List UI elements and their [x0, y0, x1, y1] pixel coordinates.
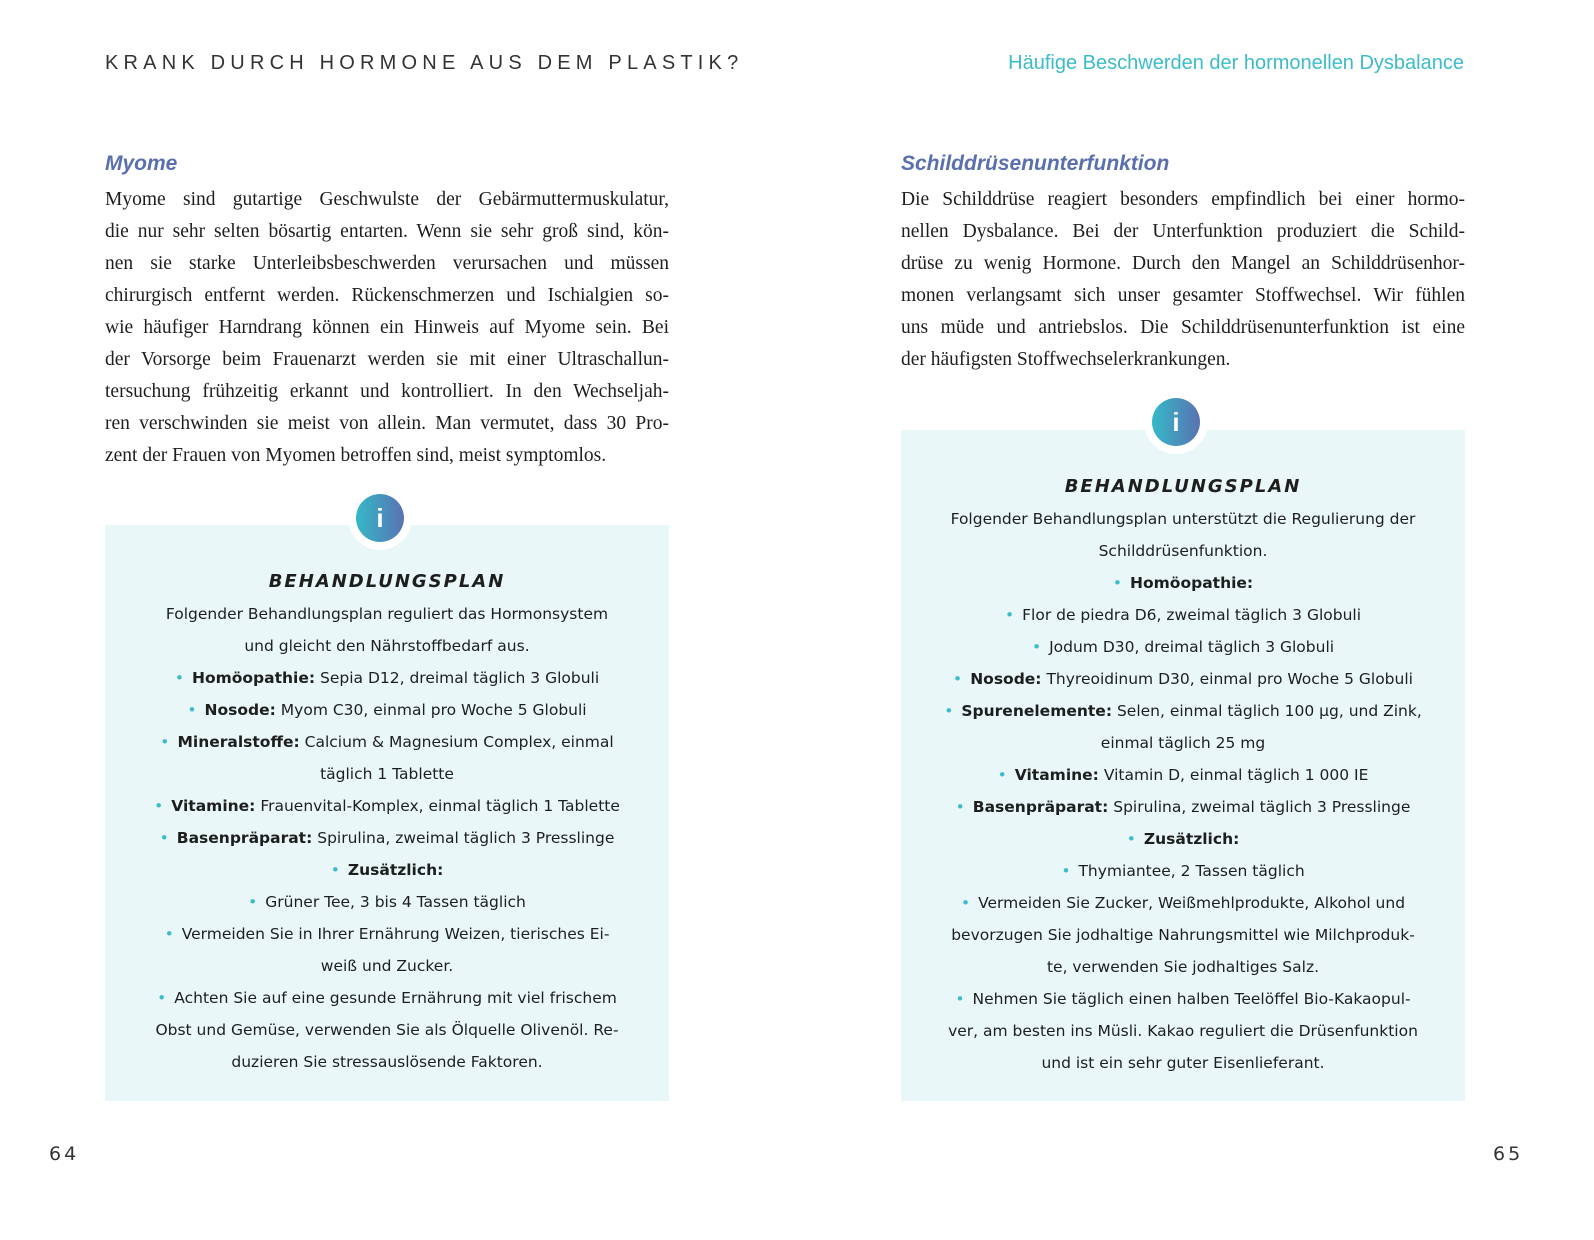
bullet-icon: • — [1126, 830, 1136, 848]
body-line: drüse zu wenig Hormone. Durch den Mangel an Schilddrüsenhor- — [901, 253, 1465, 274]
item-label: Zusätzlich: — [347, 861, 444, 879]
bullet-icon: • — [955, 798, 965, 816]
box-line — [105, 918, 669, 950]
bullet-icon: • — [944, 702, 954, 720]
body-line: der häufigsten Stoffwechselerkrankungen. — [901, 349, 1231, 370]
item-text: Spirulina, zweimal täglich 3 Presslinge — [1108, 798, 1411, 816]
box-line — [105, 854, 669, 886]
item-text: Sepia D12, dreimal täglich 3 Globuli — [315, 669, 600, 687]
box-line — [105, 1046, 669, 1078]
item-label: Basenpräparat: — [972, 798, 1109, 816]
item-text: Frauenvital-Komplex, einmal täglich 1 Tablette — [255, 797, 620, 815]
item-label: Nosode: — [970, 670, 1042, 688]
box-line — [901, 855, 1465, 887]
item-text: Folgender Behandlungsplan unterstützt die Regulierung der — [950, 510, 1416, 528]
box-line — [901, 599, 1465, 631]
box-line — [901, 1047, 1465, 1079]
bullet-icon: • — [248, 893, 258, 911]
body-line: ren verschwinden sie meist von allein. Man vermutet, dass 30 Pro- — [105, 413, 669, 434]
item-text: und gleicht den Nährstoffbedarf aus. — [244, 637, 530, 655]
box-line — [105, 694, 669, 726]
bullet-icon: • — [157, 989, 167, 1007]
item-text: täglich 1 Tablette — [320, 765, 454, 783]
page-number: 64 — [49, 1143, 80, 1165]
box-list — [901, 503, 1465, 1079]
item-text: te, verwenden Sie jodhaltiges Salz. — [1046, 958, 1320, 976]
box-line — [105, 822, 669, 854]
item-text: bevorzugen Sie jodhaltige Nahrungsmittel wie Milchproduk- — [951, 926, 1415, 944]
running-header-left: KRANK DURCH HORMONE AUS DEM PLASTIK? — [105, 52, 744, 74]
box-title: BEHANDLUNGSPLAN — [268, 571, 506, 592]
item-text: Myom C30, einmal pro Woche 5 Globuli — [275, 701, 587, 719]
box-line — [105, 726, 669, 758]
item-text: Thyreoidinum D30, einmal pro Woche 5 Globuli — [1041, 670, 1413, 688]
body-line: chirurgisch entfernt werden. Rückenschmerzen und Ischialgien so- — [105, 285, 669, 306]
bullet-icon: • — [1004, 606, 1015, 624]
item-label: Homöopathie: — [1130, 574, 1254, 592]
box-line — [901, 535, 1465, 567]
page-number: 65 — [1493, 1143, 1524, 1165]
item-text: Achten Sie auf eine gesunde Ernährung mit viel frischem — [174, 989, 617, 1007]
bullet-icon: • — [1031, 638, 1042, 656]
running-header-right: Häufige Beschwerden der hormonellen Dysbalance — [1008, 52, 1464, 74]
body-line: zent der Frauen von Myomen betroffen sind, meist symptomlos. — [105, 445, 607, 466]
box-line — [105, 758, 669, 790]
box-line — [105, 950, 669, 982]
item-text: Folgender Behandlungsplan reguliert das Hormonsystem — [165, 605, 609, 623]
body-line: Die Schilddrüse reagiert besonders empfindlich bei einer hormo- — [901, 189, 1465, 210]
bullet-icon: • — [164, 925, 174, 943]
box-line — [901, 1015, 1465, 1047]
bullet-icon: • — [1112, 574, 1123, 592]
item-text: Selen, einmal täglich 100 µg, und Zink, — [1112, 702, 1422, 720]
box-line — [105, 982, 669, 1014]
bullet-icon: • — [330, 861, 340, 879]
bullet-icon: • — [953, 670, 963, 688]
box-line — [901, 951, 1465, 983]
box-line — [105, 886, 669, 918]
body-line: die nur sehr selten bösartig entarten. Wenn sie sehr groß sind, kön- — [105, 221, 669, 242]
item-text: Vermeiden Sie Zucker, Weißmehlprodukte, Alkohol und — [978, 894, 1406, 912]
body-line: monen verlangsamt sich unser gesamter Stoffwechsel. Wir fühlen — [901, 285, 1465, 306]
item-label: Vitamine: — [1014, 766, 1099, 784]
item-text: Schilddrüsenfunktion. — [1098, 542, 1268, 560]
box-line — [901, 727, 1465, 759]
info-icon: i — [1152, 398, 1200, 446]
box-line — [901, 919, 1465, 951]
treatment-box — [105, 503, 669, 1101]
bullet-icon: • — [997, 766, 1007, 784]
box-line — [105, 1014, 669, 1046]
item-text: Vermeiden Sie in Ihrer Ernährung Weizen, tierisches Ei- — [181, 925, 610, 943]
box-line — [901, 663, 1465, 695]
item-label: Zusätzlich: — [1143, 830, 1240, 848]
item-text: Flor de piedra D6, zweimal täglich 3 Globuli — [1022, 606, 1362, 624]
box-line — [901, 695, 1465, 727]
section-heading: Schilddrüsenunterfunktion — [901, 152, 1170, 175]
box-list — [105, 598, 669, 1078]
body-line: wie häufiger Harndrang können ein Hinweis auf Myome sein. Bei — [105, 317, 669, 338]
item-text: Vitamin D, einmal täglich 1 000 IE — [1098, 766, 1369, 784]
item-text: ver, am besten ins Müsli. Kakao reguliert die Drüsenfunktion — [948, 1022, 1418, 1040]
body-line: Myome sind gutartige Geschwulste der Gebärmuttermuskulatur, — [105, 189, 669, 210]
item-label: Basenpräparat: — [176, 829, 313, 847]
body-line: tersuchung frühzeitig erkannt und kontrolliert. In den Wechseljah- — [105, 381, 669, 402]
item-label: Vitamine: — [171, 797, 256, 815]
item-text: Jodum D30, dreimal täglich 3 Globuli — [1049, 638, 1335, 656]
body-line: uns müde und antriebslos. Die Schilddrüsenunterfunktion ist eine — [901, 317, 1465, 338]
body-line: nellen Dysbalance. Bei der Unterfunktion produziert die Schild- — [901, 221, 1465, 242]
item-text: einmal täglich 25 mg — [1100, 734, 1266, 752]
item-text: duzieren Sie stressauslösende Faktoren. — [231, 1053, 543, 1071]
info-icon: i — [356, 494, 404, 542]
bullet-icon: • — [955, 990, 965, 1008]
box-line — [901, 503, 1465, 535]
box-line — [105, 790, 669, 822]
body-text — [105, 184, 669, 472]
box-title: BEHANDLUNGSPLAN — [1064, 476, 1302, 497]
item-text: Calcium & Magnesium Complex, einmal — [299, 733, 614, 751]
box-line — [901, 887, 1465, 919]
box-line — [901, 791, 1465, 823]
box-line — [901, 567, 1465, 599]
item-text: Spirulina, zweimal täglich 3 Presslinge — [312, 829, 615, 847]
box-line — [105, 598, 669, 630]
section-heading: Myome — [105, 152, 178, 175]
box-line — [105, 630, 669, 662]
treatment-box — [901, 407, 1465, 1101]
bullet-icon: • — [187, 701, 197, 719]
box-line — [105, 662, 669, 694]
item-text: Grüner Tee, 3 bis 4 Tassen täglich — [265, 893, 526, 911]
box-line — [901, 631, 1465, 663]
item-label: Spurenelemente: — [961, 702, 1113, 720]
item-text: und ist ein sehr guter Eisenlieferant. — [1041, 1054, 1325, 1072]
box-line — [901, 823, 1465, 855]
bullet-icon: • — [154, 797, 164, 815]
bullet-icon: • — [160, 733, 170, 751]
bullet-icon: • — [1061, 862, 1071, 880]
bullet-icon: • — [174, 669, 184, 687]
box-line — [901, 983, 1465, 1015]
body-text — [901, 184, 1465, 376]
item-label: Homöopathie: — [191, 669, 316, 687]
item-text: weiß und Zucker. — [320, 957, 454, 975]
body-line: der Vorsorge beim Frauenarzt werden sie mit einer Ultraschallun- — [105, 349, 669, 370]
bullet-icon: • — [159, 829, 169, 847]
item-text: Nehmen Sie täglich einen halben Teelöffel Bio-Kakaopul- — [972, 990, 1411, 1008]
item-text: Thymiantee, 2 Tassen täglich — [1078, 862, 1305, 880]
item-label: Nosode: — [204, 701, 276, 719]
body-line: nen sie starke Unterleibsbeschwerden verursachen und müssen — [105, 253, 669, 274]
item-label: Mineralstoffe: — [177, 733, 300, 751]
bullet-icon: • — [960, 894, 971, 912]
box-line — [901, 759, 1465, 791]
item-text: Obst und Gemüse, verwenden Sie als Ölquelle Olivenöl. Re- — [155, 1021, 619, 1039]
